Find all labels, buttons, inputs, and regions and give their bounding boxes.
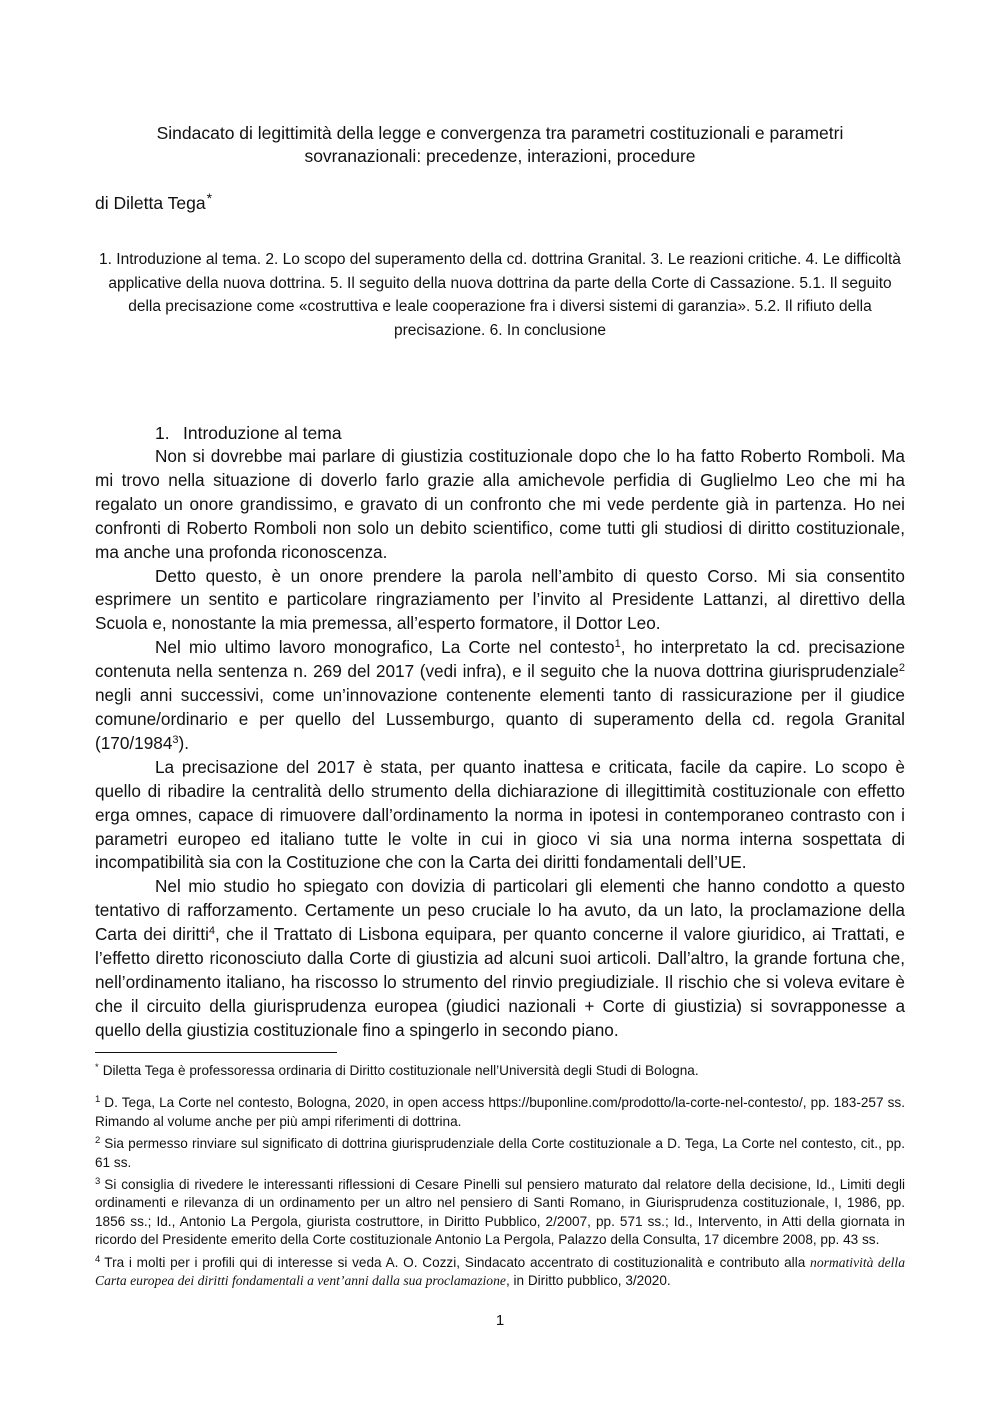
footnote-star (95, 1062, 905, 1080)
footnote-separator (95, 1052, 337, 1053)
footnote-ref-1[interactable]: 1 (614, 638, 621, 651)
footnote-4 (95, 1254, 905, 1291)
footnote-2-marker: 2 (95, 1135, 101, 1147)
table-of-contents-summary: 1. Introduzione al tema. 2. Lo scopo del superamento della cd. dottrina Granital. 3. Le reazioni critiche. 4. Le difficoltà applicative della nuova dottrina. 5. Il seguito della nuova dottrina da parte della Corte di Cassazione. 5.1. Il seguito della precisazione come «costruttiva e leale cooperazione fra i diversi sistemi di garanzia». 5.2. Il rifiuto della precisazione. 6. In conclusione (99, 251, 901, 339)
page-number: 1 (495, 1312, 505, 1329)
section-number: 1. (155, 423, 170, 443)
paragraph-4: La precisazione del 2017 è stata, per quanto inattesa e criticata, facile da capire. Lo scopo è quello di ribadire la centralità dello strumento della dichiarazione di illegittimità costituzionale con effetto erga omnes, capace di rimuovere dall’ordinamento la norma in ipotesi in contemporaneo contrasto con i parametri europeo ed italiano tutte le volte in cui in gioco vi sia una norma interna sospettata di incompatibilità sia con la Costituzione che con la Carta dei diritti fondamentali dell’UE. (95, 756, 905, 873)
paragraph-5-text-b: , che il Trattato di Lisbona equipara, per quanto concerne il valore giuridico, ai Trattati, e l’effetto diretto riconosciuto dalla Corte di giustizia ad alcuni suoi articoli. Dall’altro, la grande fortuna che, nell’ordinamento italiano, ha riscosso lo strumento del rinvio pregiudiziale. Il rischio che si voleva evitare è che il circuito della giurisprudenza europea (giudici nazionali + Corte di giustizia) si sovrapponesse a quello della giustizia costituzionale fino a spingerlo in secondo piano. (95, 924, 905, 1040)
section-heading (155, 423, 342, 444)
footnote-4-text-a: Tra i molti per i profili qui di interesse si veda A. O. Cozzi, Sindacato accentrato di costituzionalità e contributo alla (104, 1254, 811, 1270)
footnote-4-text-b: , in Diritto pubblico, 3/2020. (505, 1273, 671, 1289)
footnote-3-marker: 3 (95, 1176, 101, 1188)
footnote-4-marker: 4 (95, 1253, 101, 1265)
author-name: di Diletta Tega (95, 193, 206, 213)
footnote-3-text: Si consiglia di rivedere le interessanti riflessioni di Cesare Pinelli sul pensiero maturato dal relatore della decisione, Id., Limiti degli ordinamenti e rilevanza di un ordinamento per un altro nel pensiero di Santi Romano, in Giurisprudenza costituzionale, I, 1986, pp. 1856 ss.; Id., Antonio La Pergola, giurista costruttore, in Diritto Pubblico, 2/2007, pp. 571 ss.; Id., Intervento, in Atti della giornata in ricordo del Presidente emerito della Corte costituzionale Antonio La Pergola, Palazzo della Consulta, 17 dicembre 2008, pp. 43 ss. (95, 1177, 905, 1248)
paragraph-1: Non si dovrebbe mai parlare di giustizia costituzionale dopo che lo ha fatto Roberto Romboli. Ma mi trovo nella situazione di doverlo farlo grazie alla amichevole perfidia di Guglielmo Leo che mi ha regalato un onore grandissimo, e gravato di un confronto che mi vede perdente già in partenza. Ho nei confronti di Roberto Romboli non solo un debito scientifico, come tutti gli studiosi di diritto costituzionale, ma anche una profonda riconoscenza. (95, 446, 905, 562)
paragraph-5-text-a: Nel mio studio ho spiegato con dovizia di particolari gli elementi che hanno condotto a questo tentativo di rafforzamento. Certamente un peso cruciale lo ha avuto, da un lato, la proclamazione della Carta dei diritti (95, 876, 905, 945)
paragraph-3-text-c: negli anni successivi, come un’innovazione contenente elementi tanto di rassicurazione per il giudice comune/ordinario e per quello del Lussemburgo, quanto di superamento della cd. regola Granital (170/1984 (95, 685, 905, 753)
paragraph-3-text-d: ). (178, 732, 190, 753)
paragraph-3-text-a: Nel mio ultimo lavoro monografico, La Corte nel contesto (155, 637, 615, 658)
paper-title (95, 122, 905, 168)
section-title: Introduzione al tema (183, 423, 342, 443)
paper-title-line-2: sovranazionali: precedenze, interazioni, procedure (304, 146, 696, 166)
footnote-1-marker: 1 (95, 1094, 101, 1106)
paragraph-3-text-b: , ho interpretato la cd. precisazione contenuta nella sentenza n. 269 del 2017 (vedi infra), e il seguito che la nuova dottrina giurisprudenziale (95, 637, 905, 682)
paragraph-2: Detto questo, è un onore prendere la parola nell’ambito di questo Corso. Mi sia consentito esprimere un sentito e particolare ringraziamento per l’invito al Presidente Lattanzi, al direttivo della Scuola e, nonostante la mia premessa, all’esperto formatore, il Dottor Leo. (95, 565, 905, 634)
footnote-star-text: Diletta Tega è professoressa ordinaria di Diritto costituzionale nell’Università degli Studi di Bologna. (102, 1063, 699, 1078)
footnote-ref-4[interactable]: 4 (208, 925, 216, 938)
paper-title-line-1: Sindacato di legittimità della legge e convergenza tra parametri costituzionali e parametri (156, 123, 844, 143)
footnote-ref-3[interactable]: 3 (172, 733, 179, 746)
author-footnote-marker[interactable]: * (206, 190, 213, 206)
footnotes (95, 1062, 905, 1294)
footnote-2-text: Sia permesso rinviare sul significato di dottrina giurisprudenziale della Corte costituzionale a D. Tega, La Corte nel contesto, cit., pp. 61 ss. (95, 1136, 905, 1170)
footnote-4-italic-title: normatività della Carta europea dei diritti fondamentali a vent’anni dalla sua proclamazione (95, 1254, 906, 1289)
paragraph-3 (95, 636, 905, 756)
footnote-2 (95, 1135, 905, 1172)
author-line (95, 190, 212, 214)
footnote-3 (95, 1176, 905, 1250)
footnote-1 (95, 1094, 905, 1131)
paragraph-5 (95, 875, 905, 1042)
body-text (95, 445, 905, 1043)
footnote-ref-2[interactable]: 2 (898, 662, 905, 675)
footnote-star-marker: * (95, 1062, 99, 1073)
footnote-1-text: D. Tega, La Corte nel contesto, Bologna, 2020, in open access https://buponline.com/prodotto/la-corte-nel-contesto/, pp. 183-257 ss. Rimando al volume anche per più ampi riferimenti di dottrina. (95, 1095, 905, 1129)
